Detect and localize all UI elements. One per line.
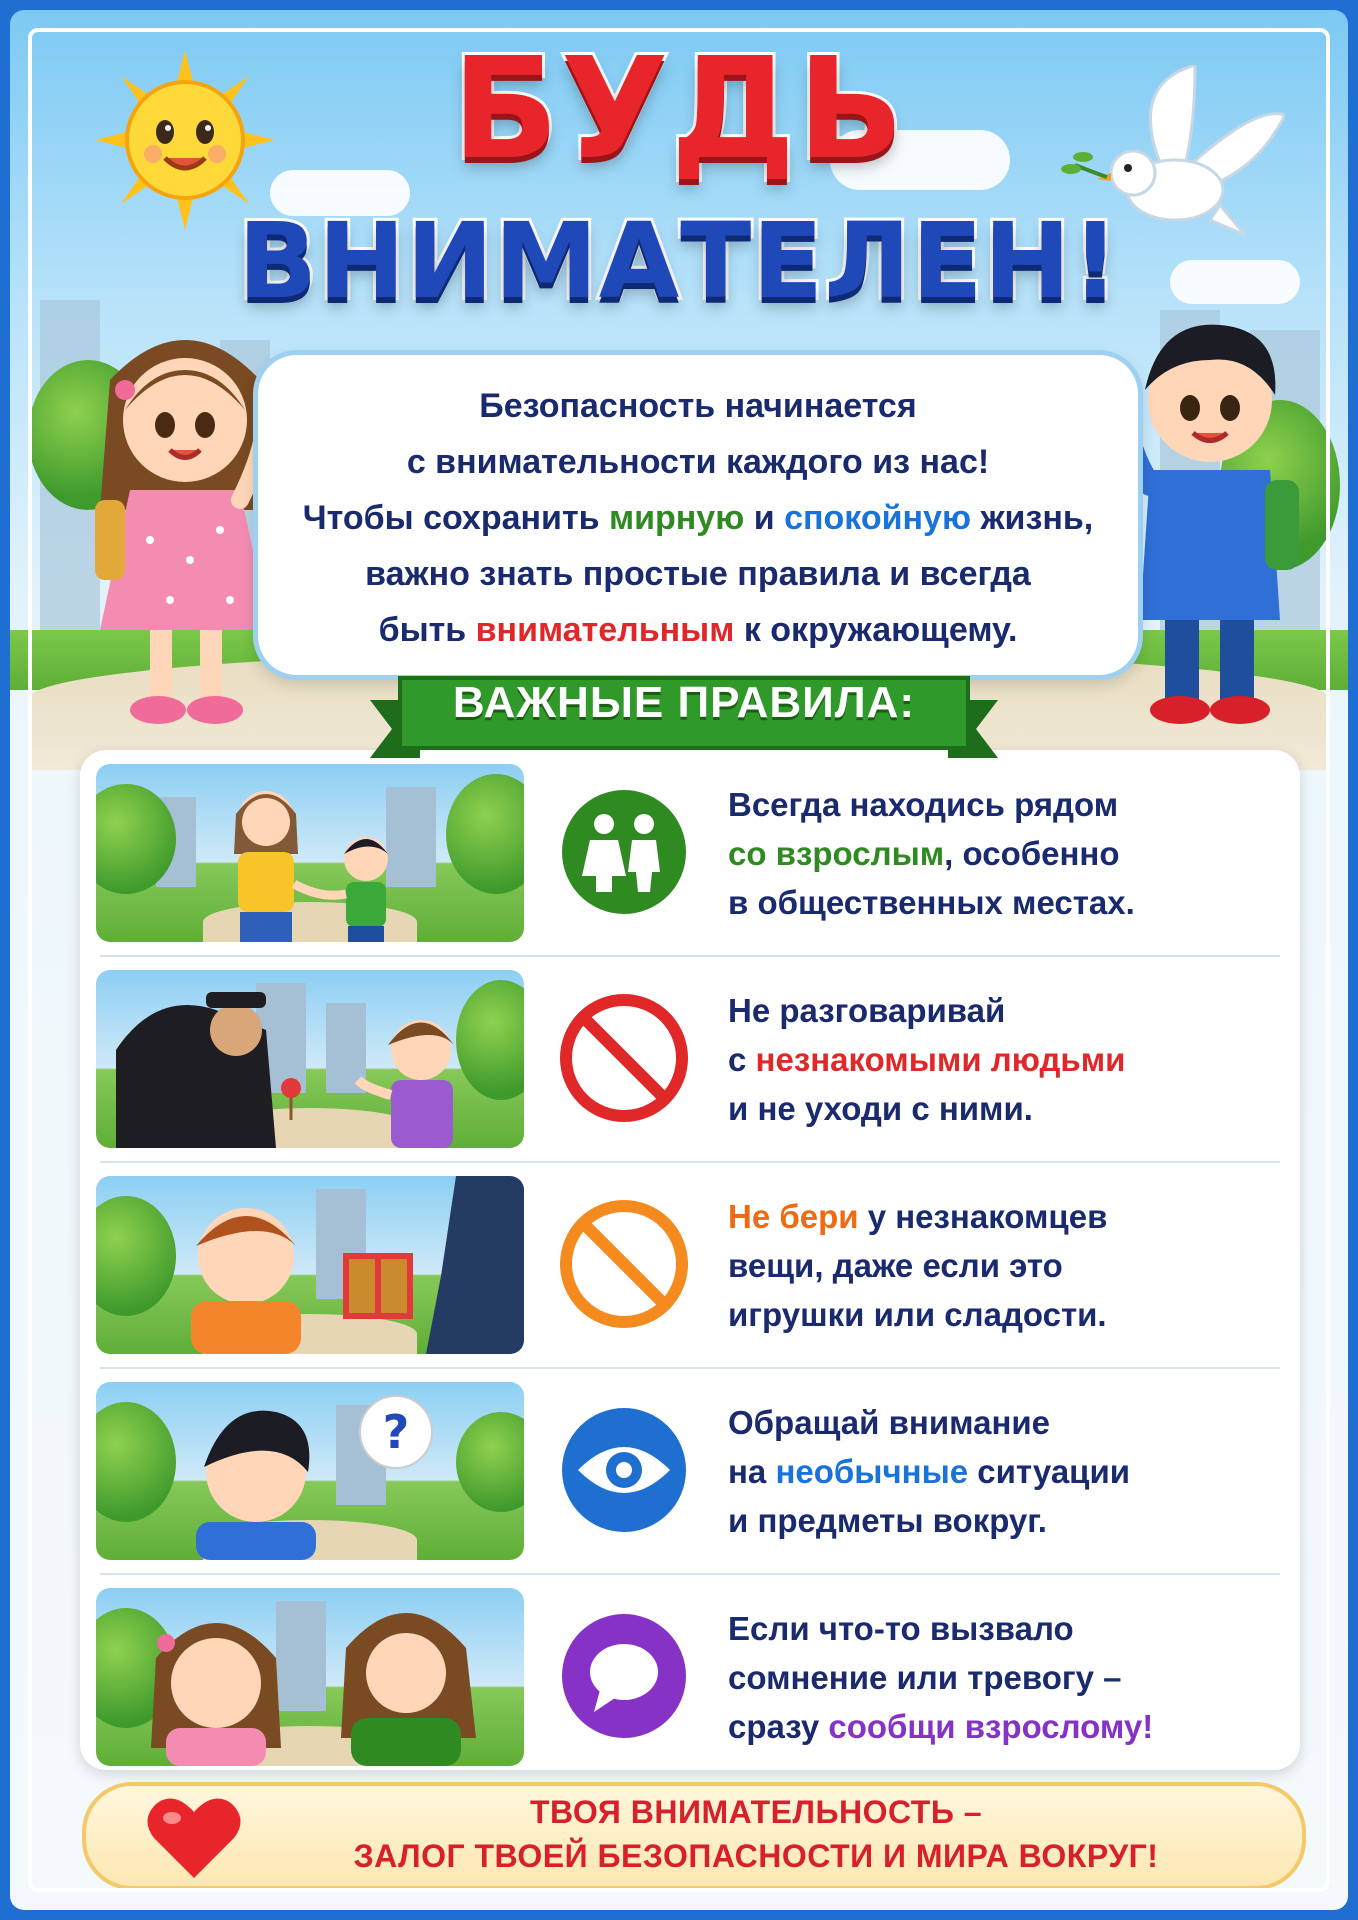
speech-bubble-icon (560, 1612, 688, 1740)
rule-row (80, 956, 1300, 1162)
prohibit-orange-icon (560, 1200, 688, 1328)
people-icon (560, 788, 688, 916)
intro-line-1: Безопасность начинается (479, 387, 917, 425)
intro-line-4: важно знать простые правила и всегда (365, 555, 1031, 593)
rule-row (80, 750, 1300, 956)
rule-4-picture (96, 1382, 524, 1560)
eye-icon (560, 1406, 688, 1534)
rule-1-text: Всегда находись рядом со взрослым, особенно в общественных местах. (728, 786, 1135, 921)
rule-2-picture (96, 970, 524, 1148)
intro-card (253, 350, 1143, 680)
rule-2-text: Не разговаривай с незнакомыми людьми и не уходи с ними. (728, 992, 1126, 1127)
svg-text:?: ? (382, 1405, 410, 1459)
footer-line-2: ЗАЛОГ ТВОЕЙ БЕЗОПАСНОСТИ И МИРА ВОКРУГ! (353, 1838, 1159, 1874)
rule-5-text: Если что-то вызвало сомнение или тревогу – сразу сообщи взрослому! (728, 1610, 1154, 1745)
rule-row (80, 1368, 1300, 1574)
title-line-1: БУДЬ (451, 28, 907, 191)
rule-3-picture (96, 1176, 524, 1354)
rule-4-text: Обращай внимание на необычные ситуации и предметы вокруг. (728, 1404, 1131, 1539)
intro-line-2: с внимательности каждого из нас! (406, 443, 990, 481)
rule-1-picture (96, 764, 524, 942)
rules-card (80, 750, 1300, 1770)
rule-3-text: Не бери у незнакомцев вещи, даже если это игрушки или сладости. (728, 1198, 1108, 1333)
intro-line-5: быть внимательным к окружающему. (378, 611, 1018, 649)
section-title: ВАЖНЫЕ ПРАВИЛА: (452, 678, 916, 727)
rule-row (80, 1162, 1300, 1368)
rule-row (80, 1574, 1300, 1780)
intro-line-3: Чтобы сохранить мирную и спокойную жизнь, (302, 499, 1094, 537)
rule-5-picture (96, 1588, 524, 1766)
title-line-2: ВНИМАТЕЛЕН! (237, 200, 1121, 322)
footer-banner (82, 1782, 1306, 1890)
poster (10, 10, 1348, 1910)
heart-icon (146, 1794, 242, 1880)
footer-line-1: ТВОЯ ВНИМАТЕЛЬНОСТЬ – (530, 1794, 982, 1830)
prohibit-red-icon (560, 994, 688, 1122)
